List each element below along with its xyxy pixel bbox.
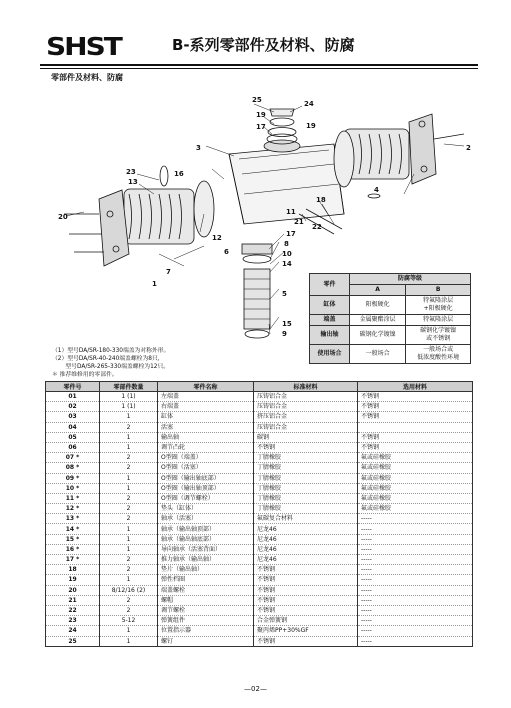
table-cell-std: 丁腈橡胶 <box>254 483 358 493</box>
table-cell-name: 螺钉 <box>158 636 254 646</box>
coat-row: 使用场合 一般场合 一般场合或 低浓度酸性环境 <box>310 345 471 364</box>
table-cell-no: 19 <box>46 575 100 585</box>
table-row <box>46 432 473 442</box>
col-quantity: 零部件数量 <box>100 382 158 392</box>
table-cell-opt: 氟或硅橡胶 <box>358 493 473 503</box>
table-row <box>46 483 473 493</box>
table-cell-qty: 5-12 <box>100 616 158 626</box>
table-row <box>46 463 473 473</box>
callout-21: 21 <box>294 218 304 226</box>
table-cell-qty: 2 <box>100 422 158 432</box>
callout-12: 12 <box>212 234 222 242</box>
table-row <box>46 626 473 636</box>
table-cell-opt: ----- <box>358 595 473 605</box>
table-cell-no: 15 * <box>46 534 100 544</box>
table-cell-qty: 2 <box>100 555 158 565</box>
table-cell-opt: 不锈钢 <box>358 402 473 412</box>
brand-logo: SHST <box>46 31 121 62</box>
table-row <box>46 565 473 575</box>
table-cell-name: 轴承（输出轴顶部） <box>158 524 254 534</box>
table-cell-no: 04 <box>46 422 100 432</box>
right-end-cap <box>409 114 436 184</box>
table-cell-no: 21 <box>46 595 100 605</box>
table-cell-std: 丁腈橡胶 <box>254 463 358 473</box>
callout-6: 6 <box>224 248 229 256</box>
table-cell-name: 调节凸轮 <box>158 442 254 452</box>
callout-20: 20 <box>58 213 68 221</box>
table-row <box>46 453 473 463</box>
table-cell-no: 08 * <box>46 463 100 473</box>
table-cell-no: 06 <box>46 442 100 452</box>
table-cell-std: 不锈钢 <box>254 575 358 585</box>
table-cell-name: 螺帽 <box>158 595 254 605</box>
table-cell-name: 导向轴承（活塞背面） <box>158 544 254 554</box>
table-cell-opt: 氟或硅橡胶 <box>358 504 473 514</box>
table-cell-opt <box>358 422 473 432</box>
coat-header-part: 零件 <box>310 274 350 296</box>
table-cell-opt: ----- <box>358 555 473 565</box>
callout-23: 23 <box>126 168 136 176</box>
coat-row: 缸体 阳极硬化 特氟隆涂层 +阳极硬化 <box>310 296 471 315</box>
callout-1: 1 <box>152 280 157 288</box>
table-cell-no: 10 * <box>46 483 100 493</box>
callout-17b: 17 <box>286 230 296 238</box>
table-cell-std: 不锈钢 <box>254 605 358 615</box>
table-cell-qty: 1 (1) <box>100 392 158 402</box>
table-cell-std: 压铸铝合金 <box>254 402 358 412</box>
table-cell-std: 不锈钢 <box>254 636 358 646</box>
callout-7: 7 <box>166 268 171 276</box>
table-cell-qty: 1 <box>100 626 158 636</box>
table-cell-opt: 不锈钢 <box>358 432 473 442</box>
table-cell-name: 弹性档圈 <box>158 575 254 585</box>
callout-3: 3 <box>196 144 201 152</box>
table-row <box>46 534 473 544</box>
table-cell-opt: ----- <box>358 544 473 554</box>
table-cell-std: 丁腈橡胶 <box>254 453 358 463</box>
table-cell-no: 16 * <box>46 544 100 554</box>
table-row <box>46 412 473 422</box>
table-cell-std: 丁腈橡胶 <box>254 473 358 483</box>
table-cell-std: 挤压铝合金 <box>254 412 358 422</box>
table-cell-no: 12 * <box>46 504 100 514</box>
table-cell-name: O型圈（输出轴底部） <box>158 473 254 483</box>
table-row <box>46 616 473 626</box>
callout-13: 13 <box>128 178 138 186</box>
table-cell-qty: 1 <box>100 534 158 544</box>
table-cell-opt: ----- <box>358 636 473 646</box>
table-cell-no: 22 <box>46 605 100 615</box>
callout-19b: 19 <box>306 122 316 130</box>
table-cell-no: 02 <box>46 402 100 412</box>
table-row <box>46 473 473 483</box>
table-cell-qty: 2 <box>100 493 158 503</box>
table-cell-name: 右端盖 <box>158 402 254 412</box>
table-cell-name: O型圈（调节螺栓） <box>158 493 254 503</box>
table-cell-opt: 不锈钢 <box>358 392 473 402</box>
coat-header-level: 防腐等级 <box>349 274 470 285</box>
parts-table-body <box>46 392 473 647</box>
table-row <box>46 544 473 554</box>
table-cell-qty: 1 (1) <box>100 402 158 412</box>
header-rule-thick <box>40 64 478 66</box>
table-cell-no: 13 * <box>46 514 100 524</box>
callout-18: 18 <box>316 196 326 204</box>
table-cell-no: 24 <box>46 626 100 636</box>
table-cell-qty: 1 <box>100 483 158 493</box>
callout-15: 15 <box>282 320 292 328</box>
coat-header-a: A <box>349 285 405 296</box>
table-cell-std: 尼龙46 <box>254 555 358 565</box>
callout-10: 10 <box>282 250 292 258</box>
table-cell-no: 20 <box>46 585 100 595</box>
table-row <box>46 422 473 432</box>
table-row <box>46 636 473 646</box>
note-line: （2）型号DA/SR-40-240端盖螺栓为8只， <box>52 356 164 362</box>
table-cell-opt: ----- <box>358 616 473 626</box>
table-cell-qty: 2 <box>100 565 158 575</box>
callout-22: 22 <box>312 223 322 231</box>
table-cell-opt: ----- <box>358 575 473 585</box>
table-cell-opt: 氟或硅橡胶 <box>358 473 473 483</box>
page-title: B-系列零部件及材料、防腐 <box>172 36 355 54</box>
table-cell-qty: 1 <box>100 524 158 534</box>
table-cell-std: 氟碳复合材料 <box>254 514 358 524</box>
callout-9: 9 <box>282 330 287 338</box>
table-cell-name: 调节螺栓 <box>158 605 254 615</box>
callout-2: 2 <box>466 144 471 152</box>
col-standard-material: 标准材料 <box>254 382 358 392</box>
table-cell-opt: ----- <box>358 605 473 615</box>
page-header <box>40 22 480 66</box>
table-cell-no: 03 <box>46 412 100 422</box>
table-cell-name: 轴承（活塞） <box>158 514 254 524</box>
coat-row: 输出轴 碳钢化学镀镍 碳钢化学镀镍 或不锈钢 <box>310 326 471 345</box>
table-row <box>46 514 473 524</box>
table-row <box>46 605 473 615</box>
callout-19: 19 <box>256 111 266 119</box>
table-row <box>46 442 473 452</box>
table-cell-std: 丁腈橡胶 <box>254 504 358 514</box>
table-cell-name: 位置指示器 <box>158 626 254 636</box>
output-shaft <box>242 244 272 338</box>
col-part-name: 零件名称 <box>158 382 254 392</box>
table-cell-qty: 1 <box>100 575 158 585</box>
table-cell-std: 压铸铝合金 <box>254 422 358 432</box>
table-cell-qty: 2 <box>100 504 158 514</box>
table-cell-name: 垫片（输出轴） <box>158 565 254 575</box>
callout-11: 11 <box>286 208 296 216</box>
table-cell-no: 09 * <box>46 473 100 483</box>
table-cell-std: 聚丙烯PP+30%GF <box>254 626 358 636</box>
coat-header-b: B <box>406 285 471 296</box>
table-cell-no: 14 * <box>46 524 100 534</box>
callout-4: 4 <box>374 186 379 194</box>
table-cell-opt: 不锈钢 <box>358 442 473 452</box>
table-cell-std: 不锈钢 <box>254 442 358 452</box>
table-cell-std: 不锈钢 <box>254 585 358 595</box>
table-cell-opt: 不锈钢 <box>358 412 473 422</box>
table-cell-qty: 1 <box>100 432 158 442</box>
table-cell-qty: 2 <box>100 514 158 524</box>
footnotes <box>52 347 169 379</box>
table-cell-name: 活塞 <box>158 422 254 432</box>
table-row <box>46 524 473 534</box>
callout-14: 14 <box>282 260 292 268</box>
table-row <box>46 493 473 503</box>
table-cell-qty: 1 <box>100 636 158 646</box>
table-cell-qty: 2 <box>100 605 158 615</box>
table-cell-name: 弹簧组件 <box>158 616 254 626</box>
table-cell-name: 轴承（输出轴底部） <box>158 534 254 544</box>
table-cell-opt: ----- <box>358 565 473 575</box>
table-row <box>46 504 473 514</box>
table-cell-name: 垫头（缸体） <box>158 504 254 514</box>
table-cell-qty: 1 <box>100 442 158 452</box>
table-cell-opt: ----- <box>358 534 473 544</box>
callout-25: 24 <box>304 100 314 108</box>
col-optional-material: 选用材料 <box>358 382 473 392</box>
table-cell-qty: 2 <box>100 595 158 605</box>
callout-16: 16 <box>174 170 184 178</box>
table-cell-name: 缸体 <box>158 412 254 422</box>
table-cell-std: 尼龙46 <box>254 544 358 554</box>
table-cell-qty: 2 <box>100 463 158 473</box>
table-cell-no: 18 <box>46 565 100 575</box>
table-row <box>46 555 473 565</box>
table-row <box>46 575 473 585</box>
table-cell-std: 丁腈橡胶 <box>254 493 358 503</box>
table-cell-std: 尼龙46 <box>254 524 358 534</box>
table-cell-qty: 1 <box>100 544 158 554</box>
table-cell-std: 合金弹簧钢 <box>254 616 358 626</box>
table-cell-no: 17 * <box>46 555 100 565</box>
table-row <box>46 402 473 412</box>
table-cell-opt: ----- <box>358 514 473 524</box>
table-row <box>46 392 473 402</box>
table-cell-name: O型圈（端盖） <box>158 453 254 463</box>
table-cell-no: 11 * <box>46 493 100 503</box>
table-cell-opt: 氟或硅橡胶 <box>358 453 473 463</box>
table-cell-qty: 1 <box>100 473 158 483</box>
table-row <box>46 585 473 595</box>
coat-row: 端盖 金属聚酯涂层 特氟隆涂层 <box>310 315 471 326</box>
table-cell-qty: 8/12/16 (2) <box>100 585 158 595</box>
table-cell-opt: ----- <box>358 626 473 636</box>
corrosion-protection-table <box>309 273 471 364</box>
table-cell-qty: 1 <box>100 412 158 422</box>
table-cell-no: 05 <box>46 432 100 442</box>
callout-17: 17 <box>256 123 266 131</box>
note-line: ＊ 推荐维修用的零部件。 <box>52 372 118 378</box>
table-cell-std: 压铸铝合金 <box>254 392 358 402</box>
table-cell-name: 输出轴 <box>158 432 254 442</box>
table-cell-opt: ----- <box>358 524 473 534</box>
table-cell-no: 01 <box>46 392 100 402</box>
table-cell-no: 23 <box>46 616 100 626</box>
left-spring-assembly <box>124 189 194 244</box>
section-subtitle: 零部件及材料、防腐 <box>51 73 123 82</box>
table-cell-std: 不锈钢 <box>254 595 358 605</box>
table-row <box>46 595 473 605</box>
table-cell-name: 左端盖 <box>158 392 254 402</box>
table-cell-std: 碳钢 <box>254 432 358 442</box>
callout-5: 5 <box>282 290 287 298</box>
table-cell-std: 尼龙46 <box>254 534 358 544</box>
col-part-no: 零件号 <box>46 382 100 392</box>
table-cell-name: 端盖螺栓 <box>158 585 254 595</box>
table-cell-qty: 2 <box>100 453 158 463</box>
table-cell-name: 推力轴承（输出轴） <box>158 555 254 565</box>
note-line: （1）型号DA/SR-180-330端盖为对称外形。 <box>52 348 170 354</box>
table-cell-name: O型圈（活塞） <box>158 463 254 473</box>
table-cell-opt: 氟或硅橡胶 <box>358 463 473 473</box>
page-number: —02— <box>244 685 267 693</box>
parts-table <box>45 381 473 647</box>
note-line: 型号DA/SR-265-330端盖螺栓为12只。 <box>52 364 170 370</box>
table-cell-std: 不锈钢 <box>254 565 358 575</box>
table-cell-no: 07 * <box>46 453 100 463</box>
callout-8: 8 <box>284 240 289 248</box>
table-cell-opt: 氟或硅橡胶 <box>358 483 473 493</box>
table-cell-name: O型圈（输出轴顶部） <box>158 483 254 493</box>
header-rule-thin <box>40 68 478 69</box>
table-cell-no: 25 <box>46 636 100 646</box>
callout-24: 25 <box>252 96 262 104</box>
table-cell-opt: ----- <box>358 585 473 595</box>
